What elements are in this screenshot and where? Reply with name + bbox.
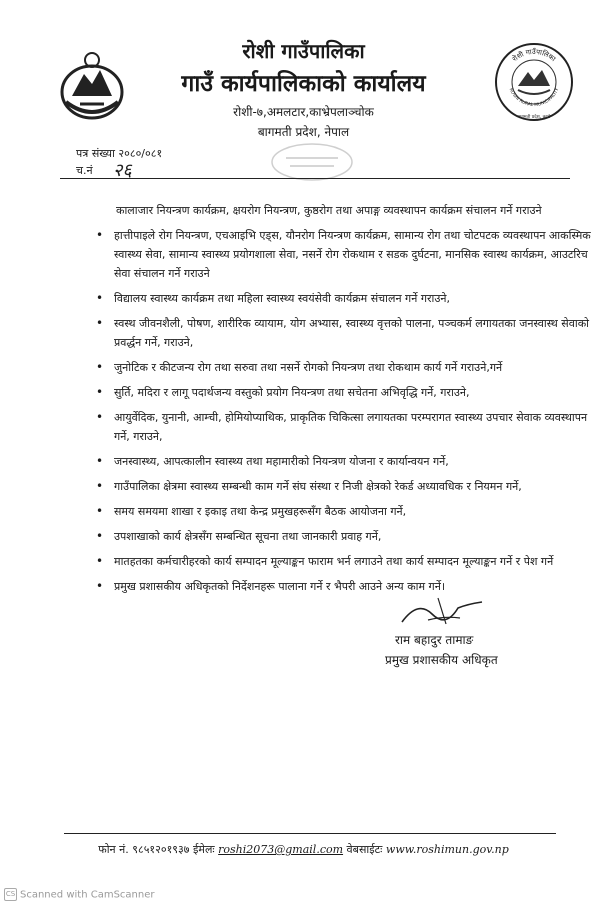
list-item [88, 527, 603, 546]
bullet-icon: • [96, 454, 104, 468]
bullet-icon: • [96, 554, 104, 568]
list-item-text: आयुर्वेदिक, युनानी, आम्ची, होमियोप्याथिक, प्राकृतिक चिकित्सा लगायतका परम्परागत स्वास्थ्य उपचार सेवाक व्यवस्थापन गर्ने, गराउने, [114, 411, 588, 443]
phone-number: ९८५१२०१९३७ [132, 843, 190, 856]
patra-sankhya: पत्र संख्या २०८०/०८१ [76, 147, 163, 160]
footer-divider [64, 833, 556, 834]
bullet-icon: • [96, 410, 104, 424]
logo-top-text: रोशी गाउँपालिका [510, 47, 558, 64]
list-item [88, 383, 603, 402]
address-line2: बागमती प्रदेश, नेपाल [257, 125, 350, 139]
municipality-name: रोशी गाउँपालिका [242, 39, 365, 63]
bullet-icon: • [96, 316, 104, 330]
list-item [88, 289, 603, 308]
intro-line: कालाजार नियन्त्रण कार्यक्रम, क्षयरोग नियन्त्रण, कुष्ठरोग तथा अपाङ्ग व्यवस्थापन कार्यक्रम संचालन गर्ने गराउने [116, 204, 542, 217]
list-item-text: उपशाखाको कार्य क्षेत्रसँग सम्बन्धित सूचना तथा जानकारी प्रवाह गर्ने, [114, 530, 382, 543]
camscanner-icon: CS [4, 888, 17, 901]
list-item [88, 358, 603, 377]
email-link[interactable]: roshi2073@gmail.com [218, 843, 344, 856]
list-item [88, 477, 603, 496]
bullet-icon: • [96, 479, 104, 493]
signatory-title: प्रमुख प्रशासकीय अधिकृत [385, 653, 498, 667]
bullet-icon: • [96, 291, 104, 305]
bullet-icon: • [96, 385, 104, 399]
list-item [88, 452, 603, 471]
phone-label: फोन नं. [98, 843, 129, 856]
chalani-label: च.नं [76, 164, 93, 177]
list-item-text: समय समयमा शाखा र इकाइ तथा केन्द्र प्रमुखहरूसँग बैठक आयोजना गर्ने, [114, 505, 407, 518]
list-item [88, 502, 603, 521]
list-item-text: मातहतका कर्मचारीहरको कार्य सम्पादन मूल्याङ्कन फाराम भर्न लगाउने तथा कार्य सम्पादन मूल्याङ्कन गर्ने र पेश गर्ने [114, 555, 554, 568]
list-item-text: स्वस्थ जीवनशैली, पोषण, शारीरिक व्यायाम, योग अभ्यास, स्वास्थ्य वृत्तको पालना, पञ्चकर्म लगायतका जनस्वास्थ सेवाको प्रवर्द्धन गर्ने, गराउने, [114, 317, 589, 349]
signatory-name: राम बहादुर तामाङ [395, 633, 474, 647]
list-item-text: सुर्ति, मदिरा र लागू पदार्थजन्य वस्तुको प्रयोग नियन्त्रण तथा सचेतना अभिवृद्धि गर्ने, गराउने, [114, 386, 470, 399]
list-item-text: गाउँपालिका क्षेत्रमा स्वास्थ्य सम्बन्धी काम गर्ने संघ संस्था र निजी क्षेत्रको रेकर्ड अध्यावधिक र नियमन गर्ने, [114, 480, 522, 493]
email-label: ईमेलः [192, 843, 215, 856]
bullet-icon: • [96, 504, 104, 518]
list-item [88, 314, 603, 352]
website-label: वेबसाईटः [346, 843, 383, 856]
logo-side-text: ROSHI RURAL MUNICIPALITY [507, 87, 561, 109]
list-item [88, 577, 603, 596]
list-item-text: विद्यालय स्वास्थ्य कार्यक्रम तथा महिला स्वास्थ्य स्वयंसेवी कार्यक्रम संचालन गर्ने गराउने, [114, 292, 451, 305]
chalani-number: २६ [113, 160, 132, 181]
bullet-icon: • [96, 529, 104, 543]
bullet-icon: • [96, 360, 104, 374]
duties-list [88, 226, 603, 602]
camscanner-text: Scanned with CamScanner [20, 889, 155, 901]
list-item-text: प्रमुख प्रशासकीय अधिकृतको निर्देशनहरू पालाना गर्ने र भैपरी आउने अन्य काम गर्ने। [114, 580, 446, 593]
list-item [88, 226, 603, 283]
office-name: गाउँ कार्यपालिकाको कार्यालय [181, 71, 426, 97]
list-item-text: जनस्वास्थ्य, आपत्कालीन स्वास्थ्य तथा महामारीको नियन्त्रण योजना र कार्यान्वयन गर्ने, [114, 455, 449, 468]
address-line1: रोशी-७,अमलटार,काभ्रेपलाञ्चोक [233, 105, 374, 119]
list-item-text: हात्तीपाइले रोग नियन्त्रण, एचआइभि एड्स, यौनरोग नियन्त्रण कार्यक्रम, सामान्य रोग तथा चोटपटक व्यवस्थापन आकस्मिक स्वास्थ्य सेवा, सामान्य स्वास्थ्य प्रयोगशाला सेवा, नसर्ने रोग रोकथाम र सडक दुर्घटना, मानसिक स्वास्थ कार्यक्रम, आउटरिच सेवा संचालन गर्ने गराउने [114, 229, 591, 280]
list-item [88, 552, 603, 571]
website-link[interactable]: www.roshimun.gov.np [385, 843, 509, 856]
logo-bottom-text: बागमती प्रदेश, काभ्रे [517, 115, 551, 120]
bullet-icon: • [96, 579, 104, 593]
list-item-text: जुनोटिक र कीटजन्य रोग तथा सरुवा तथा नसर्ने रोगको नियन्त्रण तथा रोकथाम कार्य गर्ने गराउने,गर्ने [114, 361, 503, 374]
handwritten-signature-icon [398, 594, 488, 630]
bullet-icon: • [96, 228, 104, 242]
camscanner-watermark [4, 888, 155, 901]
list-item [88, 408, 603, 446]
header-divider [60, 178, 570, 179]
footer-contact [0, 842, 607, 857]
